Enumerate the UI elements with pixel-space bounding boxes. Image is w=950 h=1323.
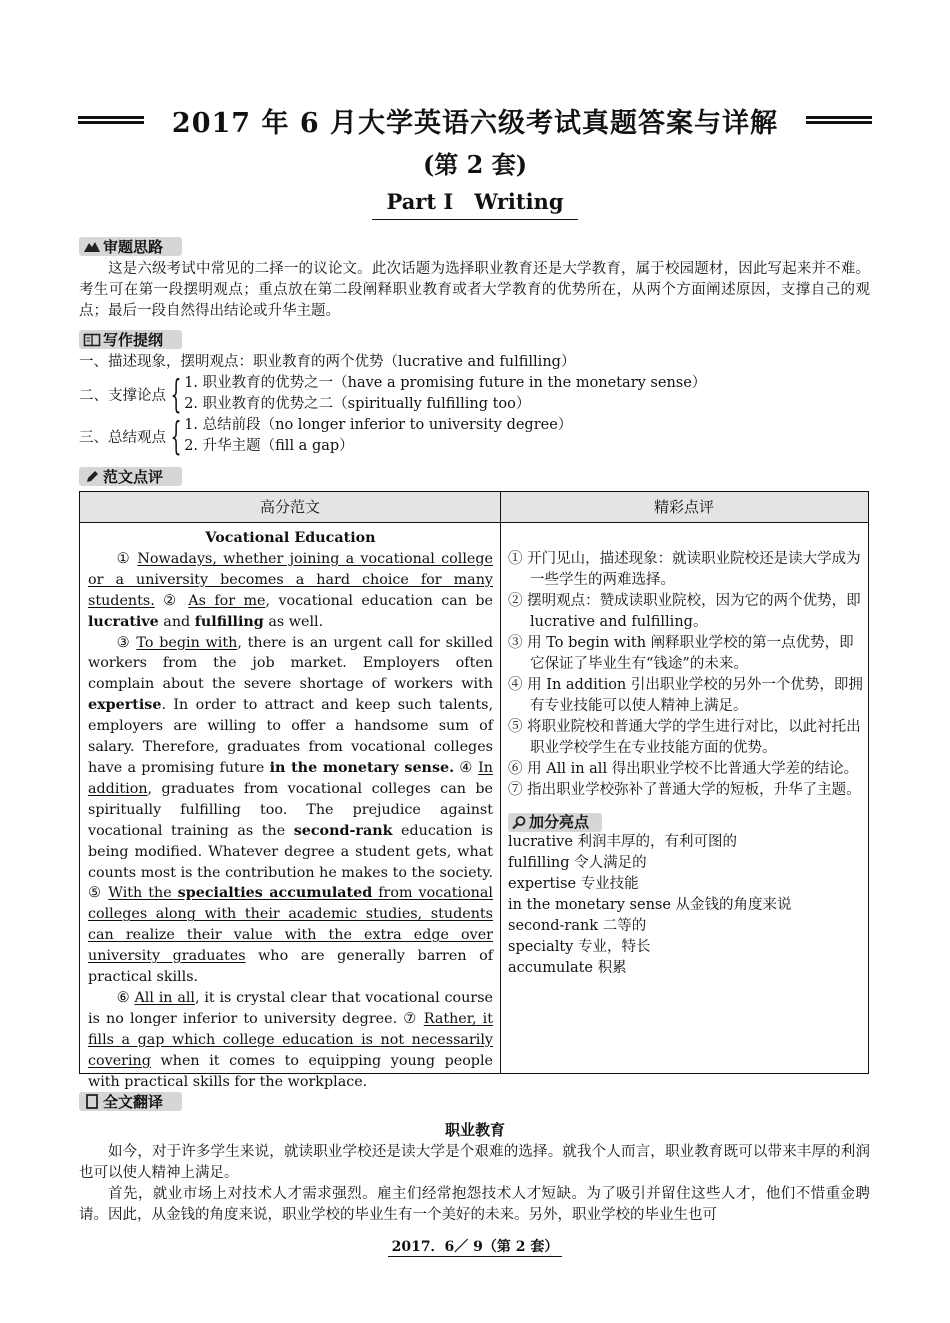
title-row [78, 100, 872, 140]
translation-paragraph-1: 如今，对于许多学生来说，就读职业学校还是读大学是个艰难的选择。就我个人而言，职业教育既可以带来丰厚的利润也可以使人精神上满足。 [79, 1144, 870, 1181]
analysis-tag-label: 审题思路 [103, 238, 164, 256]
book-icon [82, 332, 102, 347]
review-table [79, 491, 869, 1090]
outline-tag-label: 写作提纲 [103, 331, 164, 349]
comment-item: ⑦ 指出职业学校弥补了普通大学的短板，升华了主题。 [508, 782, 861, 798]
outline-group-3-label: 三、总结观点 [79, 429, 166, 446]
outline-group-3-item: 1. 总结前段（no longer inferior to university degree） [184, 417, 573, 433]
outline-group-2-label: 二、支撑论点 [79, 387, 166, 404]
essay-paragraph-3: ⑥ All in all, it is crystal clear that vocational course is no longer inferior to university degree. ⑦ Rather, it fills a gap which college education is not necessarily covering when it comes to equipping young people with practical skills for the workplace. [88, 989, 494, 1090]
title-left-rule [78, 116, 144, 124]
vocab-item: second-rank 二等的 [508, 918, 647, 934]
translation-tag-label: 全文翻译 [103, 1093, 164, 1111]
comment-item: ③ 用 To begin with 阐释职业学校的第一点优势，即它保证了毕业生有“钱途”的未来。 [508, 635, 854, 672]
essay-paragraph-1: ① Nowadays, whether joining a vocational college or a university becomes a hard choice for many students. ② As for me, vocational education can be lucrative and fulfilling as well. [88, 550, 493, 630]
analysis-tag [79, 237, 182, 256]
outline-group-3-items [184, 415, 572, 457]
comment-item: ⑤ 将职业院校和普通大学的学生进行对比，以此衬托出职业学校学生在专业技能方面的优势。 [508, 719, 861, 756]
brace-icon: { [170, 414, 182, 458]
comment-item: ④ 用 In addition 引出职业学校的另外一个优势，即拥有专业技能可以使人精神上满足。 [508, 677, 863, 714]
vocab-list [508, 832, 863, 979]
outline-group-2-item: 2. 职业教育的优势之二（spiritually fulfilling too） [184, 396, 531, 412]
comment-item: ① 开门见山，描述现象：就读职业院校还是读大学成为一些学生的两难选择。 [508, 551, 861, 588]
page-footer [0, 1236, 950, 1256]
document-icon [82, 1094, 102, 1109]
comment-item: ⑥ 用 All in all 得出职业学校不比普通大学差的结论。 [508, 761, 859, 777]
outline-group-2 [79, 373, 706, 415]
vocab-item: lucrative 利润丰厚的，有利可图的 [508, 834, 738, 850]
outline-group-3-item: 2. 升华主题（fill a gap） [184, 438, 354, 454]
page-subtitle: (第 2 套) [422, 150, 528, 179]
title-right-rule [806, 116, 872, 124]
translation-tag [79, 1092, 182, 1111]
vocab-item: in the monetary sense 从金钱的角度来说 [508, 897, 792, 913]
bonus-tag [508, 813, 602, 832]
analysis-text: 这是六级考试中常见的二择一的议论文。此次话题为选择职业教育还是大学教育，属于校园题材，因此写起来并不难。考生可在第一段摆明观点；重点放在第二段阐释职业教育或者大学教育的优势所在，从两个方面阐述原因，支撑自己的观点；最后一段自然得出结论或升华主题。 [79, 261, 870, 319]
brace-icon: { [170, 372, 182, 416]
essay-paragraph-2: ③ To begin with, there is an urgent call for skilled workers from the job market. Employers often complain about the severe shortage of workers with expertise. In order to attract and keep such talents, employers are willing to offer a handsome sum of salary. Therefore, graduates from vocational colleges have a promising future in the monetary sense. ④ In addition, graduates from vocational colleges can be spiritually fulfilling too. The prejudice against vocational training as the second-rank education is being modified. Whatever degree a student gets, what counts most is the contribution he makes to the society. ⑤ With the specialties accumulated from vocational colleges along with their academic studies, students can realize their value with the extra edge over university graduates who are generally barren of practical skills. [88, 634, 494, 986]
mountain-icon [82, 239, 102, 254]
outline-group-2-item: 1. 职业教育的优势之一（have a promising future in the monetary sense） [184, 375, 707, 391]
page-title: 2017 年 6 月大学英语六级考试真题答案与详解 [171, 107, 779, 139]
outline-group-2-items [184, 373, 706, 415]
outline-line-1: 一、描述现象，摆明观点：职业教育的两个优势（lucrative and fulfilling） [79, 354, 576, 370]
bonus-tag-label: 加分亮点 [529, 813, 590, 831]
translation-title: 职业教育 [444, 1121, 505, 1139]
search-icon [511, 815, 529, 830]
pen-icon [82, 469, 102, 484]
outline-group-3 [79, 415, 572, 457]
comments-column [508, 549, 863, 979]
column-header-essay: 高分范文 [259, 498, 320, 516]
table-divider [500, 492, 501, 1073]
comment-item: ② 摆明观点：赞成读职业院校，因为它的两个优势，即 lucrative and fulfilling。 [508, 593, 861, 630]
vocab-item: specialty 专业，特长 [508, 939, 651, 955]
page-number: 2017．6／ 9（第 2 套） [388, 1239, 563, 1257]
vocab-item: fulfilling 令人满足的 [508, 855, 647, 871]
translation-paragraph-2: 首先，就业市场上对技术人才需求强烈。雇主们经常抱怨技术人才短缺。为了吸引并留住这些人才，他们不惜重金聘请。因此，从金钱的角度来说，职业学校的毕业生有一个美好的未来。另外，职业学校的毕业生也可 [79, 1186, 870, 1223]
model-essay [88, 528, 493, 1092]
essay-title: Vocational Education [205, 530, 376, 546]
outline-tag [79, 330, 182, 349]
vocab-item: expertise 专业技能 [508, 876, 639, 892]
part-heading: Part I Writing [372, 186, 578, 220]
review-tag-label: 范文点评 [103, 468, 164, 486]
review-tag [79, 467, 182, 486]
column-header-comments: 精彩点评 [653, 498, 714, 516]
vocab-item: accumulate 积累 [508, 960, 627, 976]
